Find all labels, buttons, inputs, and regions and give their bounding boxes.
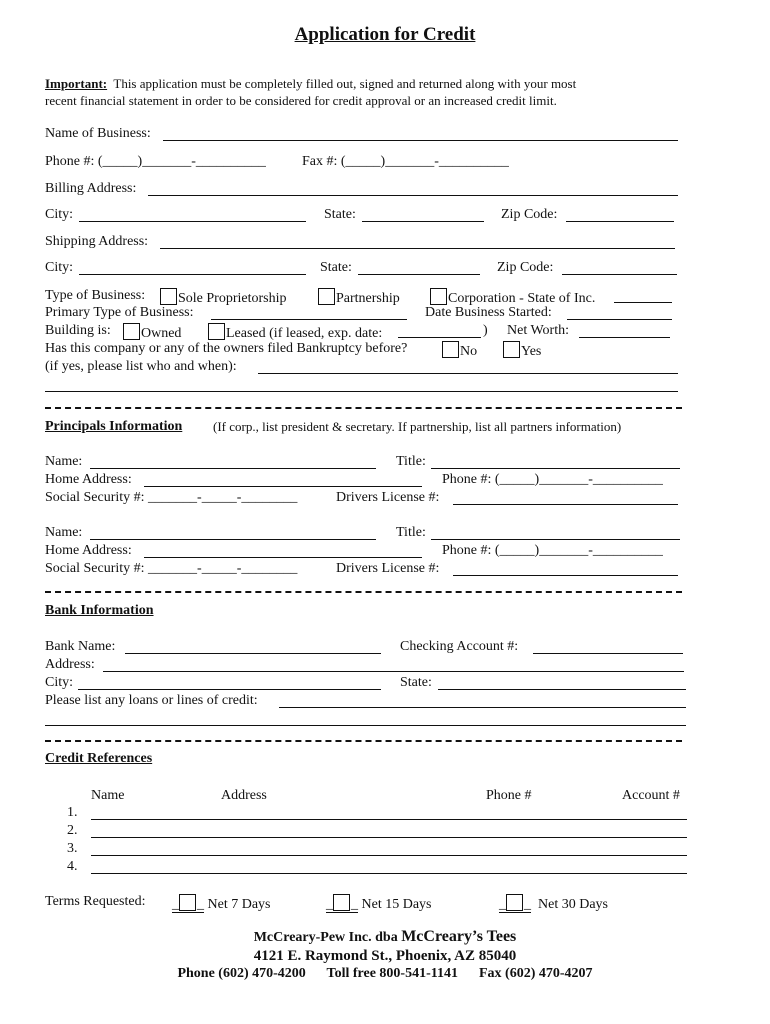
principal-1-title-field[interactable] [431, 455, 680, 469]
important-text-2: recent financial statement in order to be considered for credit approval or an increased credit limit. [45, 93, 557, 108]
partnership-checkbox[interactable] [318, 288, 335, 305]
ref-row-4-field[interactable] [91, 860, 687, 874]
billing-address-label: Billing Address: [45, 181, 137, 196]
if-yes-field-2[interactable] [45, 378, 678, 392]
business-name-field[interactable] [163, 127, 678, 141]
leased-close-paren: ) [483, 323, 488, 338]
business-fax-label[interactable]: Fax #: (_____)_______-__________ [302, 154, 509, 169]
principal-1-title-label: Title: [396, 454, 426, 469]
business-phone-label[interactable]: Phone #: (_____)_______-__________ [45, 154, 266, 169]
bank-heading: Bank Information [45, 603, 154, 618]
bankruptcy-yes-option[interactable]: Yes [503, 341, 541, 360]
leased-checkbox[interactable] [208, 323, 225, 340]
billing-zip-label: Zip Code: [501, 207, 558, 222]
bankruptcy-no-checkbox[interactable] [442, 341, 459, 358]
principal-1-ssn-label[interactable]: Social Security #: _______-_____-________ [45, 490, 298, 505]
principal-1-home-label: Home Address: [45, 472, 132, 487]
billing-state-field[interactable] [362, 208, 484, 222]
ref-col-account: Account # [622, 788, 680, 803]
lease-exp-date-field[interactable] [398, 324, 481, 338]
section-divider [45, 407, 682, 409]
primary-type-field[interactable] [211, 306, 407, 320]
bankruptcy-no-option[interactable]: No [442, 341, 477, 360]
terms-label: Terms Requested: [45, 894, 146, 909]
credit-references-heading: Credit References [45, 751, 153, 766]
shipping-zip-label: Zip Code: [497, 260, 554, 275]
principal-2-name-field[interactable] [90, 526, 376, 540]
terms-net15-option[interactable]: _ _ Net 15 Days [326, 894, 432, 913]
loans-field[interactable] [279, 694, 686, 708]
loans-field-2[interactable] [45, 712, 686, 726]
shipping-address-field[interactable] [160, 235, 675, 249]
footer-tollfree: Toll free 800-541-1141 [326, 966, 458, 981]
primary-type-label: Primary Type of Business: [45, 305, 194, 320]
ref-row-number: 2. [67, 823, 78, 838]
ref-col-phone: Phone # [486, 788, 532, 803]
principal-2-ssn-label[interactable]: Social Security #: _______-_____-________ [45, 561, 298, 576]
billing-city-label: City: [45, 207, 74, 222]
billing-city-field[interactable] [79, 208, 306, 222]
principal-1-phone-label[interactable]: Phone #: (_____)_______-__________ [442, 472, 663, 487]
footer-address: 4121 E. Raymond St., Phoenix, AZ 85040 [253, 948, 517, 964]
date-started-label: Date Business Started: [425, 305, 552, 320]
type-of-business-label: Type of Business: [45, 288, 146, 303]
partnership-option[interactable]: Partnership [318, 288, 400, 307]
state-of-inc-field[interactable] [614, 289, 672, 303]
owned-checkbox[interactable] [123, 323, 140, 340]
principal-2-home-field[interactable] [144, 544, 422, 558]
principal-2-phone-label[interactable]: Phone #: (_____)_______-__________ [442, 543, 663, 558]
building-label: Building is: [45, 323, 111, 338]
corporation-option[interactable]: Corporation - State of Inc. [430, 288, 595, 307]
principal-2-title-field[interactable] [431, 526, 680, 540]
page-title: Application for Credit [294, 24, 476, 45]
footer-phone: Phone (602) 470-4200 [177, 966, 306, 981]
principal-1-dl-field[interactable] [453, 491, 678, 505]
bank-address-field[interactable] [103, 658, 684, 672]
business-name-label: Name of Business: [45, 126, 151, 141]
ref-row-number: 3. [67, 841, 78, 856]
sole-proprietorship-option[interactable]: Sole Proprietorship [160, 288, 287, 307]
bank-state-label: State: [400, 675, 432, 690]
if-yes-label: (if yes, please list who and when): [45, 359, 237, 374]
shipping-city-field[interactable] [79, 261, 306, 275]
date-started-field[interactable] [567, 306, 672, 320]
terms-net30-option[interactable]: _ _ Net 30 Days [499, 894, 608, 913]
footer-company-big: McCreary’s Tees [401, 928, 517, 945]
shipping-address-label: Shipping Address: [45, 234, 149, 249]
loans-label: Please list any loans or lines of credit: [45, 693, 258, 708]
shipping-city-label: City: [45, 260, 74, 275]
footer-company-small: McCreary-Pew Inc. dba [253, 930, 398, 945]
principal-2-title-label: Title: [396, 525, 426, 540]
billing-zip-field[interactable] [566, 208, 674, 222]
principal-1-name-label: Name: [45, 454, 83, 469]
ref-row-2-field[interactable] [91, 824, 687, 838]
ref-col-address: Address [221, 788, 267, 803]
principal-2-home-label: Home Address: [45, 543, 132, 558]
net-worth-field[interactable] [579, 324, 670, 338]
footer-fax: Fax (602) 470-4207 [478, 966, 593, 981]
checking-account-label: Checking Account #: [400, 639, 519, 654]
ref-col-name: Name [91, 788, 125, 803]
ref-row-number: 1. [67, 805, 78, 820]
leased-option[interactable]: Leased (if leased, exp. date: [208, 323, 382, 342]
section-divider [45, 740, 682, 742]
ref-row-1-field[interactable] [91, 806, 687, 820]
footer-contact [0, 966, 770, 982]
principals-heading: Principals Information [45, 419, 183, 434]
bank-name-field[interactable] [125, 640, 381, 654]
bank-city-field[interactable] [78, 676, 381, 690]
important-text-1: This application must be completely filled out, signed and returned along with your most [113, 76, 577, 91]
sole-proprietorship-checkbox[interactable] [160, 288, 177, 305]
shipping-state-label: State: [320, 260, 352, 275]
important-line-1 [45, 76, 576, 92]
section-divider [45, 591, 682, 593]
shipping-zip-field[interactable] [562, 261, 677, 275]
billing-state-label: State: [324, 207, 356, 222]
bank-city-label: City: [45, 675, 74, 690]
ref-row-number: 4. [67, 859, 78, 874]
principal-2-dl-field[interactable] [453, 562, 678, 576]
principals-note: (If corp., list president & secretary. If partnership, list all partners information) [213, 419, 622, 434]
shipping-state-field[interactable] [358, 261, 480, 275]
checking-account-field[interactable] [533, 640, 683, 654]
net-worth-label: Net Worth: [507, 323, 569, 338]
principal-1-dl-label: Drivers License #: [336, 490, 440, 505]
bankruptcy-yes-checkbox[interactable] [503, 341, 520, 358]
principal-2-dl-label: Drivers License #: [336, 561, 440, 576]
principal-1-name-field[interactable] [90, 455, 376, 469]
principal-2-name-label: Name: [45, 525, 83, 540]
ref-row-3-field[interactable] [91, 842, 687, 856]
net15-checkbox[interactable] [333, 894, 350, 911]
bank-name-label: Bank Name: [45, 639, 116, 654]
net7-checkbox[interactable] [179, 894, 196, 911]
net30-checkbox[interactable] [506, 894, 523, 911]
owned-option[interactable]: Owned [123, 323, 181, 342]
bank-address-label: Address: [45, 657, 95, 672]
billing-address-field[interactable] [148, 182, 678, 196]
terms-net7-option[interactable]: _ _ Net 7 Days [172, 894, 271, 913]
bank-state-field[interactable] [438, 676, 686, 690]
corporation-checkbox[interactable] [430, 288, 447, 305]
bankruptcy-question: Has this company or any of the owners filed Bankruptcy before? [45, 341, 408, 356]
footer-company [0, 929, 770, 946]
if-yes-field[interactable] [258, 360, 678, 374]
important-label: Important: [45, 76, 108, 91]
principal-1-home-field[interactable] [144, 473, 422, 487]
